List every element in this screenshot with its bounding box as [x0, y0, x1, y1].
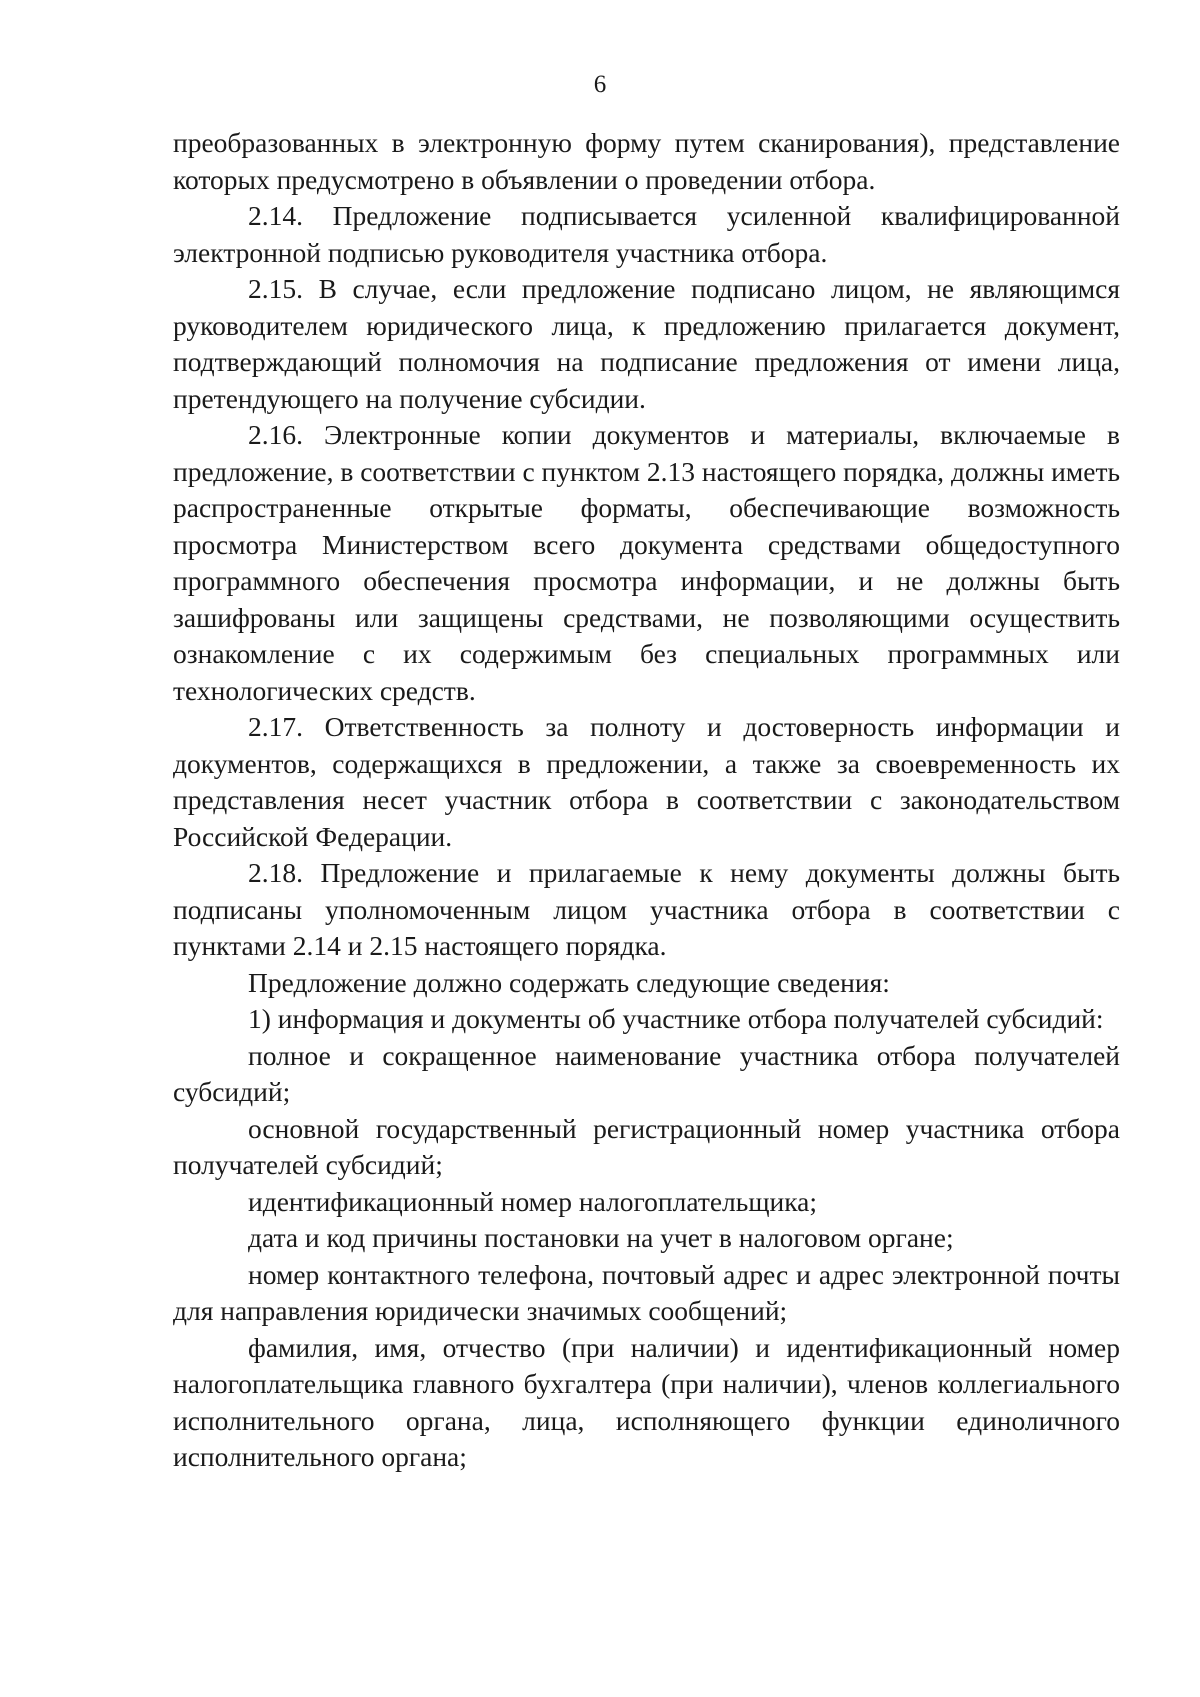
document-body: [173, 125, 1120, 1476]
list-subitem-ogrn: основной государственный регистрационный номер участника отбора получателей субсидий;: [173, 1112, 1120, 1180]
list-subitem-tax-registration: дата и код причины постановки на учет в налоговом органе;: [248, 1222, 954, 1253]
paragraph-requirements-intro: Предложение должно содержать следующие сведения:: [248, 966, 890, 998]
paragraph-continuation: преобразованных в электронную форму путем сканирования), представление которых предусмотрено в объявлении о проведении отбора.: [173, 127, 1120, 195]
list-subitem-inn: идентификационный номер налогоплательщика;: [248, 1185, 818, 1217]
paragraph-2-16: 2.16. Электронные копии документов и материалы, включаемые в предложение, в соответствии с пунктом 2.13 настоящего порядка, должны иметь распространенные открытые форматы, обеспечивающие возможность просмотра Министерством всего документа средствами общедоступного программного обеспечения просмотра информации, и не должны быть зашифрованы или защищены средствами, не позволяющими осуществить ознакомление с их содержимым без специальных программных или технологических средств.: [173, 419, 1120, 706]
paragraph-2-14: 2.14. Предложение подписывается усиленной квалифицированной электронной подписью руководителя участника отбора.: [173, 200, 1120, 268]
list-subitem-contacts: номер контактного телефона, почтовый адрес и адрес электронной почты для направления юридически значимых сообщений;: [173, 1258, 1120, 1326]
list-item-1: 1) информация и документы об участнике отбора получателей субсидий:: [248, 1003, 1104, 1034]
paragraph-2-15: 2.15. В случае, если предложение подписано лицом, не являющимся руководителем юридического лица, к предложению прилагается документ, подтверждающий полномочия на подписание предложения от имени лица, претендующего на получение субсидии.: [173, 273, 1120, 414]
list-subitem-name: полное и сокращенное наименование участника отбора получателей субсидий;: [173, 1039, 1120, 1107]
paragraph-2-18: 2.18. Предложение и прилагаемые к нему документы должны быть подписаны уполномоченным лицом участника отбора в соответствии с пунктами 2.14 и 2.15 настоящего порядка.: [173, 857, 1120, 961]
list-subitem-officers: фамилия, имя, отчество (при наличии) и идентификационный номер налогоплательщика главного бухгалтера (при наличии), членов коллегиального исполнительного органа, лица, исполняющего функции единоличного исполнительного органа;: [173, 1331, 1120, 1472]
paragraph-2-17: 2.17. Ответственность за полноту и достоверность информации и документов, содержащихся в предложении, а также за своевременность их представления несет участник отбора в соответствии с законодательством Российской Федерации.: [173, 711, 1120, 852]
page-number: 6: [593, 71, 607, 98]
